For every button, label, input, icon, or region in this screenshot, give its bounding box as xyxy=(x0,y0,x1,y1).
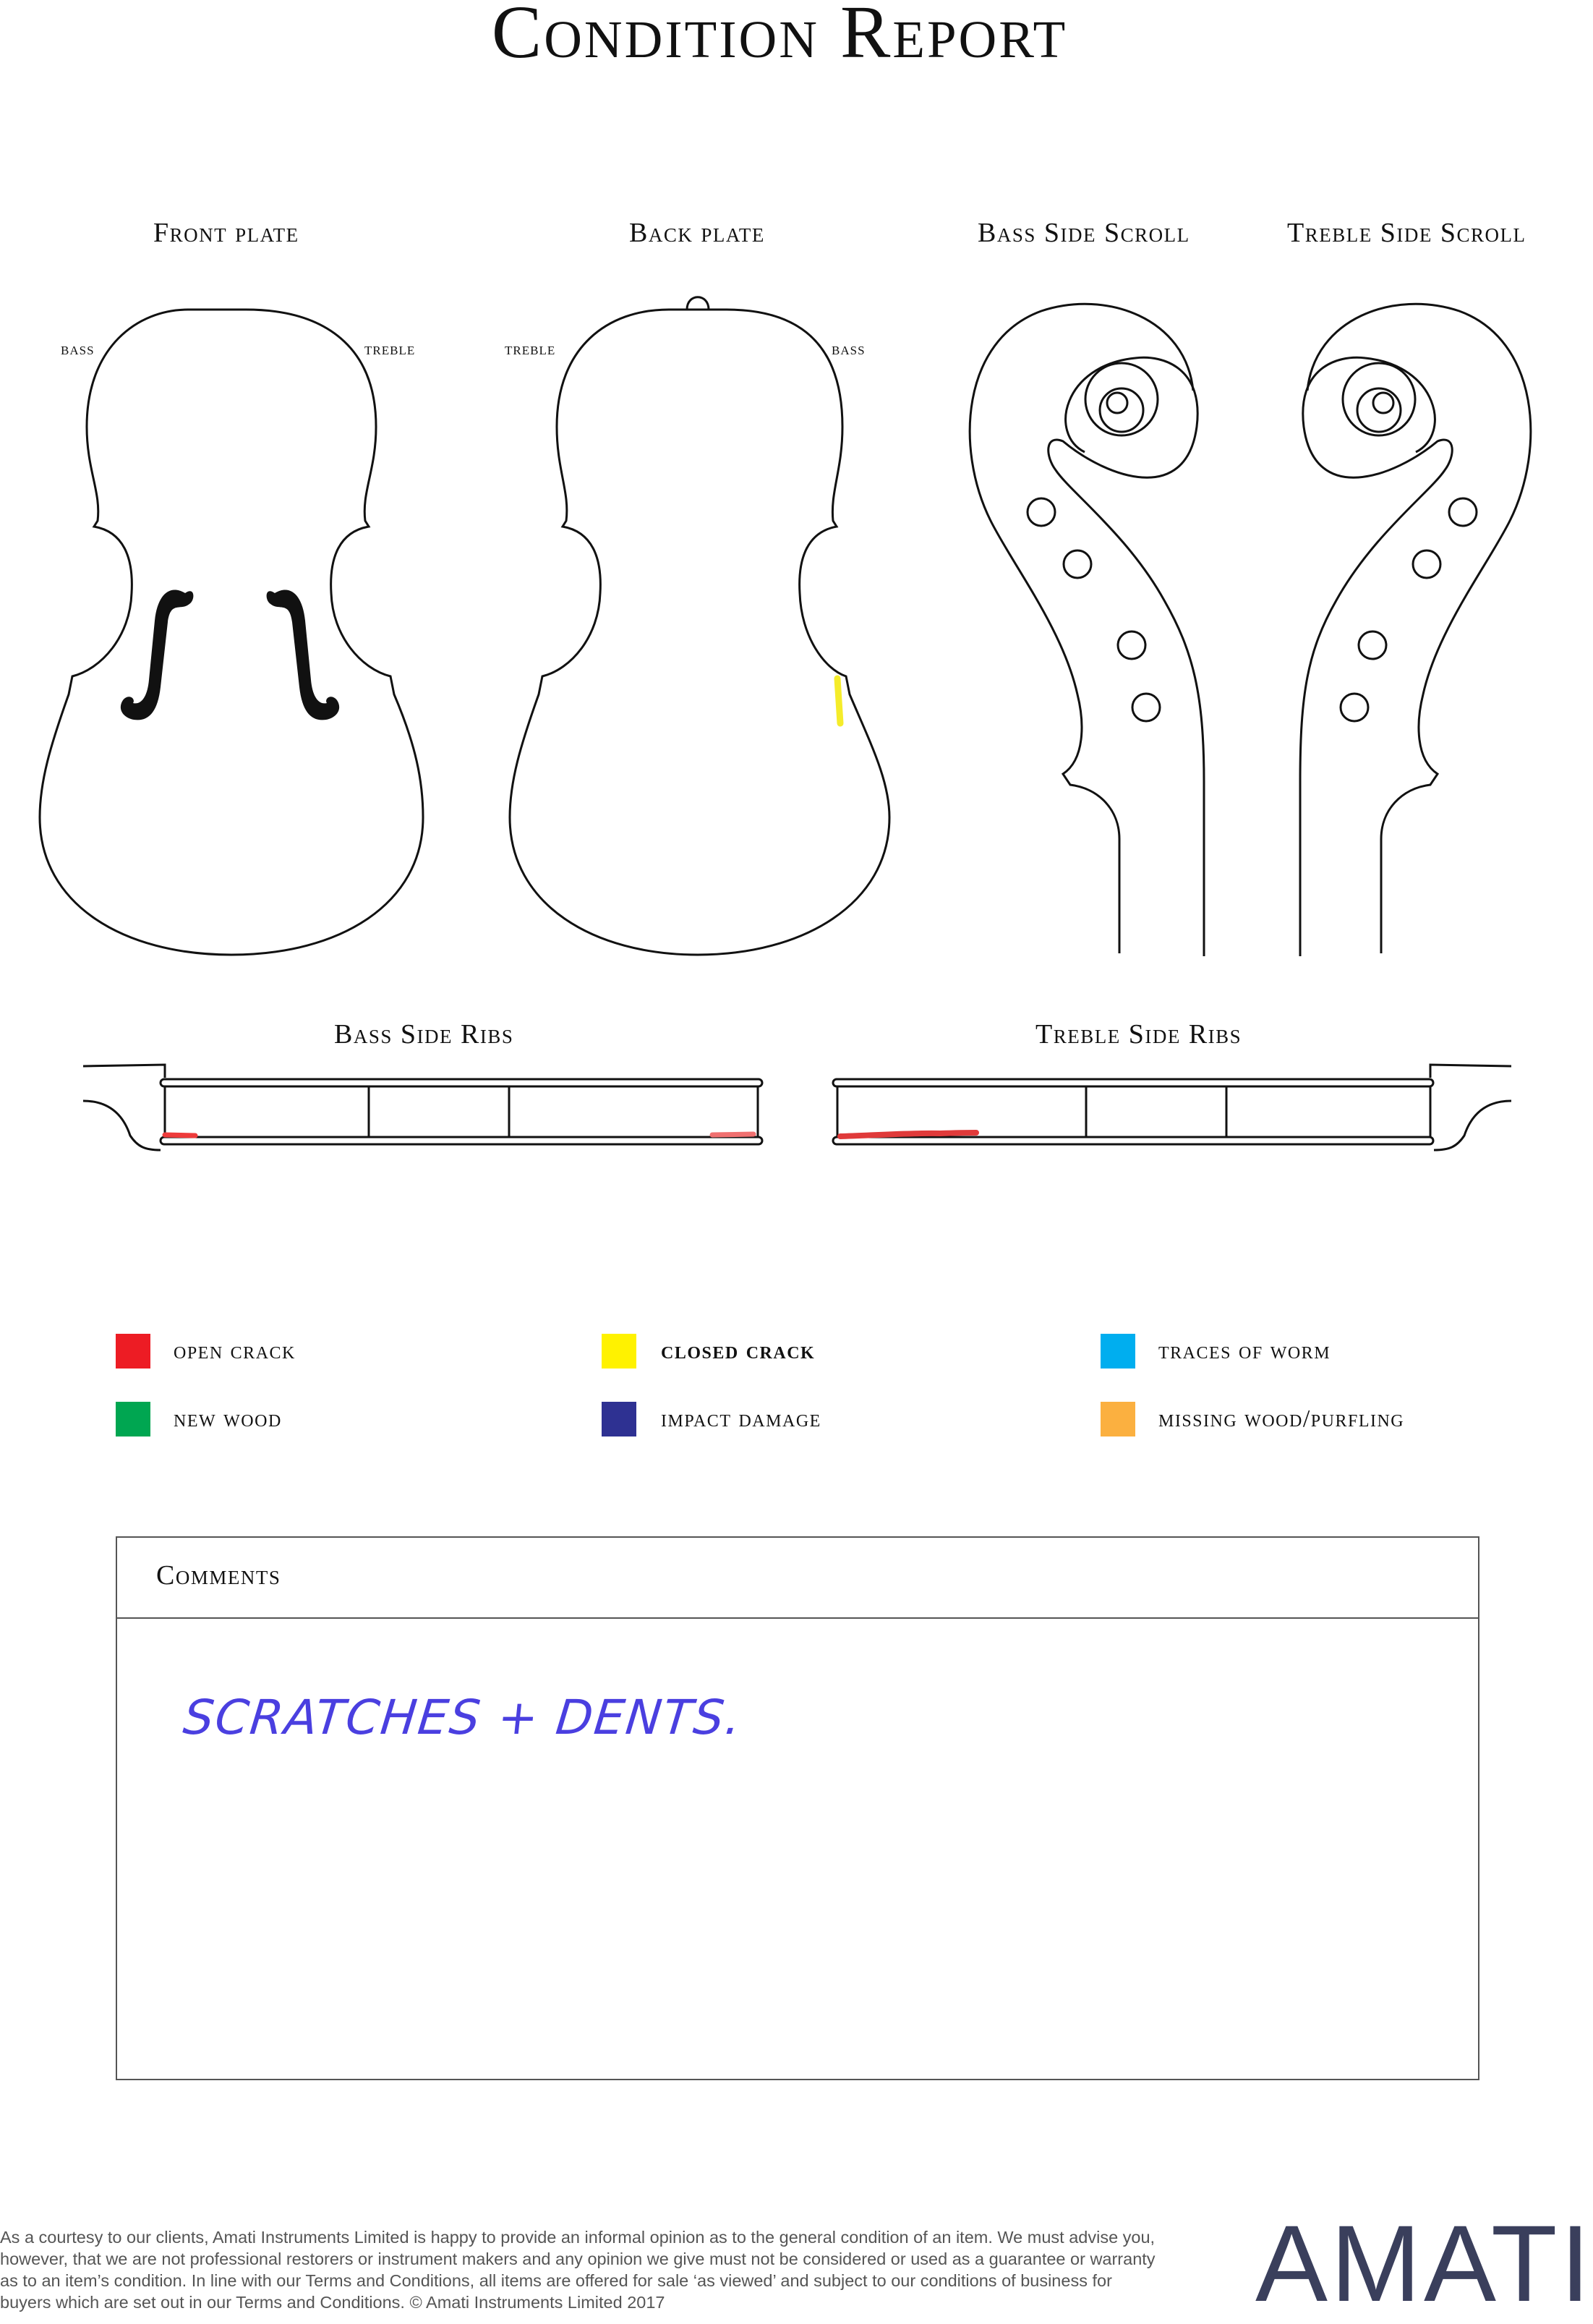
legend-label-traces-of-worm: traces of worm xyxy=(1158,1337,1331,1364)
legend-label-new-wood: new wood xyxy=(174,1405,282,1432)
treble-side-ribs-label: Treble Side Ribs xyxy=(1035,1019,1242,1050)
front-plate-bass-label: bass xyxy=(61,340,95,359)
front-plate-treble-label: treble xyxy=(364,340,416,359)
comments-header xyxy=(117,1538,1478,1619)
open-crack-mark-1 xyxy=(165,1135,195,1136)
back-plate-button xyxy=(687,297,709,310)
back-plate-label: Back plate xyxy=(629,218,765,248)
legend-label-open-crack: open crack xyxy=(174,1337,296,1364)
comments-label: Comments xyxy=(156,1560,281,1591)
legend-swatch-traces-of-worm xyxy=(1101,1334,1135,1369)
legend-label-impact-damage: impact damage xyxy=(661,1405,821,1432)
back-plate-bass-label: bass xyxy=(832,340,866,359)
comments-text: SCRATCHES + DENTS. xyxy=(180,1690,746,1745)
open-crack-mark-2 xyxy=(712,1134,753,1135)
legend-swatch-new-wood xyxy=(116,1402,150,1436)
front-plate-outline xyxy=(40,310,423,955)
back-plate-outline xyxy=(510,310,889,955)
legend-swatch-missing-wood xyxy=(1101,1402,1135,1436)
legend-swatch-impact-damage xyxy=(602,1402,636,1436)
legend-label-closed-crack: closed crack xyxy=(661,1337,816,1364)
comments-box xyxy=(116,1536,1479,2080)
bass-side-ribs-label: Bass Side Ribs xyxy=(334,1019,514,1050)
page-title: Condition Report xyxy=(491,0,1068,74)
back-plate-treble-label: treble xyxy=(505,340,556,359)
f-holes xyxy=(121,590,339,720)
treble-side-scroll-label: Treble Side Scroll xyxy=(1287,218,1526,248)
legend-swatch-open-crack xyxy=(116,1334,150,1369)
disclaimer: As a courtesy to our clients, Amati Instruments Limited is happy to provide an informal opinion as to the general condition of an item. We must advise you, however, that we are not professional restorers or instrument makers and any opinion we give must not be considered or used as a guarantee or warranty as to an item’s condition. In line with our Terms and Conditions, all items are offered for sale ‘as viewed’ and subject to our conditions of business for buyers which are set out in our Terms and Conditions. © Amati Instruments Limited 2017 xyxy=(0,2228,1156,2312)
front-plate-label: Front plate xyxy=(153,218,299,248)
bass-side-ribs-outline xyxy=(83,1065,165,1078)
legend-swatch-closed-crack xyxy=(602,1334,636,1369)
amati-logo: AMATI xyxy=(1255,2202,1593,2324)
closed-crack-mark xyxy=(837,678,840,723)
legend-label-missing-wood: missing wood/purfling xyxy=(1158,1405,1405,1432)
bass-side-scroll-label: Bass Side Scroll xyxy=(978,218,1190,248)
open-crack-mark-3 xyxy=(840,1133,976,1136)
treble-side-ribs-outline xyxy=(1430,1065,1511,1078)
